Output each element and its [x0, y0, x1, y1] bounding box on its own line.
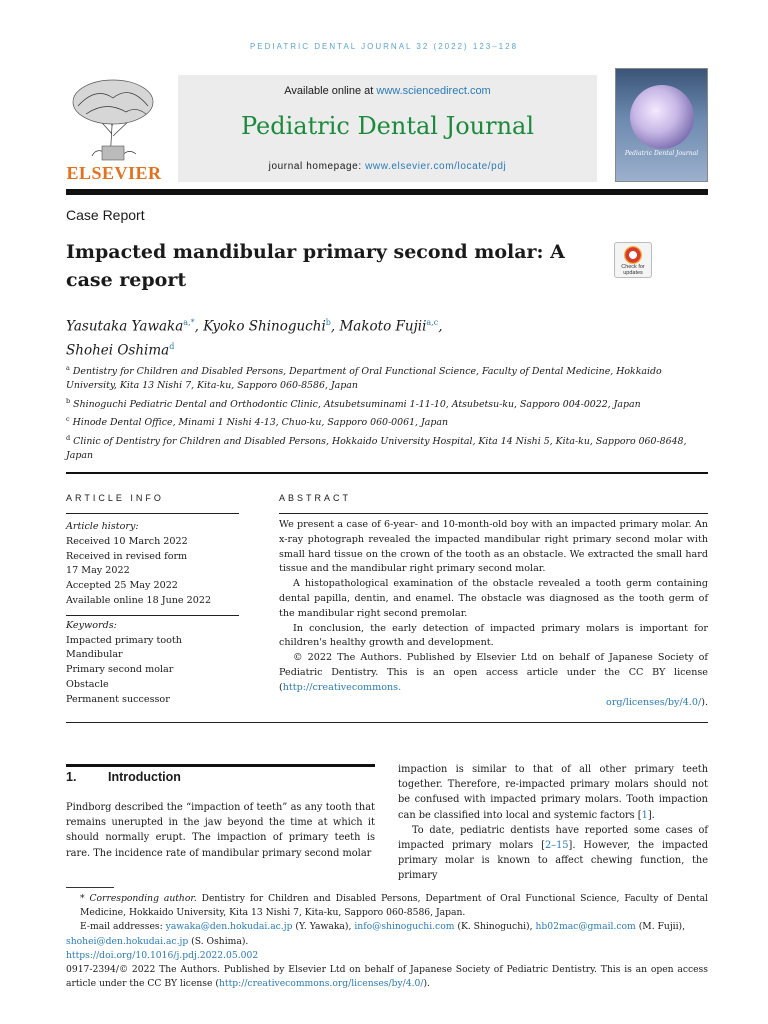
corresponding-author-note: * Corresponding author. Dentistry for Children and Disabled Persons, Department of Oral Functional Science, Faculty of Dental Medicine, Hokkaido University, Kita 13 Nishi 7, Kita-ku, Sapporo 060-8586, Japan.: [80, 893, 708, 919]
journal-banner: [178, 75, 597, 182]
running-head: PEDIATRIC DENTAL JOURNAL 32 (2022) 123–128: [249, 42, 519, 51]
abstract-rule: [279, 513, 708, 514]
section-heading-introduction: [66, 770, 181, 784]
license-link[interactable]: org/licenses/by/4.0/: [606, 696, 702, 708]
history-item: Received 10 March 2022: [66, 535, 188, 547]
check-updates-icon: [624, 246, 642, 264]
affiliation-list: [66, 361, 708, 463]
affiliation-item: $^c$ Hinode Dental Office, Minami 1 Nishi 4-13, Chuo-ku, Sapporo 060-0061, Japan: [66, 415, 448, 429]
keyword-item: Mandibular: [66, 649, 123, 661]
journal-masthead: [66, 66, 708, 184]
article-type: Case Report: [66, 207, 145, 223]
tree-logo-icon: [66, 76, 162, 162]
body-paragraph: To date, pediatric dentists have reported some cases of impacted primary molars [2–15]. However, the impacted primary molar is known to affect chewing function, the primary: [398, 824, 708, 882]
author-affiliation-marker[interactable]: d: [169, 341, 175, 351]
body-column-left: [66, 800, 375, 861]
footnotes: [66, 892, 708, 991]
history-label: Article history:: [66, 521, 139, 532]
journal-name: Pediatric Dental Journal: [240, 112, 535, 140]
check-for-updates-button[interactable]: [614, 242, 652, 278]
keywords-label: Keywords:: [66, 619, 117, 631]
abstract-heading: ABSTRACT: [279, 493, 352, 503]
issn-copyright: 0917-2394/© 2022 The Authors. Published by Elsevier Ltd on behalf of Japanese Society of Pediatric Dentistry. This is an open access article under the CC BY license (http://creativecommons.org/licenses/by/4.0/).: [66, 964, 708, 990]
footnote-rule: [66, 887, 114, 888]
email-link[interactable]: yawaka@den.hokudai.ac.jp: [165, 921, 293, 933]
available-prefix: Available online at: [284, 85, 377, 97]
citation-link[interactable]: 1: [641, 809, 648, 821]
article-title: Impacted mandibular primary second molar: A case report: [66, 241, 565, 291]
elsevier-logo: [66, 76, 162, 184]
abstract-body: [279, 518, 708, 710]
affiliation-item: $^d$ Clinic of Dentistry for Children and Disabled Persons, Hokkaido University Hospital, Kita 14 Nishi 5, Kita-ku, Sapporo 060-8648, Japan: [66, 433, 687, 461]
citation-link[interactable]: 2–15: [544, 840, 569, 852]
license-link[interactable]: http://creativecommons.org/licenses/by/4.0/: [218, 978, 424, 990]
history-item: 17 May 2022: [66, 565, 130, 577]
history-item: Received in revised form: [66, 550, 188, 562]
keyword-item: Permanent successor: [66, 693, 170, 705]
author-affiliation-marker[interactable]: a,c: [426, 318, 439, 327]
intro-rule: [66, 764, 375, 767]
body-paragraph: Pindborg described the “impaction of teeth” as any tooth that remains unerupted in the jaw beyond the time at which it should normally erupt. The impaction of primary teeth is rare. The incidence rate of mandibular primary second molar: [66, 802, 375, 859]
abstract-paragraph: In conclusion, the early detection of impacted primary molars is important for children's healthy growth and development.: [279, 622, 708, 649]
article-info-rule: [66, 513, 239, 514]
article-info-bottom-rule: [66, 722, 279, 723]
author-list: Yasutaka Yawaka$^{a,*}$, Kyoko Shinoguchi$^b$, Makoto Fujii$^{a,c}$, Shohei Oshima$^d$: [66, 318, 443, 358]
author-name: Shohei Oshima: [66, 342, 170, 358]
affiliation-item: $^a$ Dentistry for Children and Disabled Persons, Department of Oral Functional Science, Faculty of Dental Medicine, Hokkaido University, Kita 13 Nishi 7, Kita-ku, Sapporo 060-8586, Japan: [66, 364, 662, 392]
author-name: Kyoko Shinoguchi: [203, 318, 326, 335]
keywords-rule: [66, 615, 239, 616]
email-link[interactable]: hb02mac@gmail.com: [535, 921, 636, 933]
article-info: [66, 520, 266, 708]
affiliation-item: $^b$ Shinoguchi Pediatric Dental and Orthodontic Clinic, Atsubetsuminami 1-11-10, Atsubetsu-ku, Sapporo 004-0022, Japan: [66, 396, 641, 410]
history-item: Available online 18 June 2022: [66, 594, 212, 606]
sciencedirect-link[interactable]: www.sciencedirect.com: [376, 85, 491, 97]
journal-homepage: [178, 161, 597, 172]
doi-link[interactable]: https://doi.org/10.1016/j.pdj.2022.05.002: [66, 949, 259, 961]
author-affiliation-marker[interactable]: b: [325, 318, 331, 327]
email-link[interactable]: info@shinoguchi.com: [354, 921, 455, 933]
author-affiliation-marker[interactable]: a,*: [183, 318, 195, 327]
section-number: 1.: [66, 770, 77, 784]
history-item: Accepted 25 May 2022: [66, 580, 178, 592]
abstract-copyright: © 2022 The Authors. Published by Elsevier Ltd on behalf of Japanese Society of Pediatric Dentistry. This is an open access article under the CC BY license (http://creativecommons.: [279, 652, 708, 693]
abstract-license-line: org/licenses/by/4.0/).: [606, 696, 708, 708]
keyword-item: Impacted primary tooth: [66, 634, 182, 646]
article-info-heading: ARTICLE INFO: [66, 493, 164, 503]
abstract-paragraph: We present a case of 6-year- and 10-month-old boy with an impacted primary molar. An x-ray photograph revealed the impacted mandibular right primary second molar with small hard tissue on the crown of the tooth as an obstacle. We extracted the small hard tissue and the mandibular right primary second molar.: [279, 519, 708, 575]
homepage-link[interactable]: www.elsevier.com/locate/pdj: [365, 161, 507, 172]
journal-cover-image: [615, 68, 708, 182]
section-rule: [66, 472, 708, 474]
author-name: Yasutaka Yawaka: [66, 318, 184, 335]
abstract-bottom-rule: [279, 722, 708, 723]
publisher-wordmark: ELSEVIER: [66, 163, 162, 183]
check-updates-label: Check for updates: [621, 264, 645, 276]
license-link[interactable]: http://creativecommons.: [282, 681, 402, 693]
available-online: [178, 85, 597, 97]
doi-line: [66, 949, 708, 963]
cover-title: Pediatric Dental Journal: [624, 150, 699, 157]
cover-illustration: [630, 85, 694, 149]
body-column-right: [398, 762, 708, 884]
keyword-item: Obstacle: [66, 678, 109, 690]
email-addresses-cont: shohei@den.hokudai.ac.jp (S. Oshima).: [66, 935, 249, 947]
masthead-rule: [66, 189, 708, 195]
section-title: Introduction: [108, 770, 181, 784]
abstract-paragraph: A histopathological examination of the obstacle revealed a tooth germ containing dental papilla, dentin, and enamel. The obstacle was diagnosed as the tooth germ of the mandibular right second premolar.: [279, 578, 708, 619]
body-paragraph: impaction is similar to that of all other primary teeth together. Therefore, re-impacted primary molars should not be confused with impacted primary molars. Tooth impaction can be classified into local and systemic factors [1].: [398, 764, 708, 821]
homepage-prefix: journal homepage:: [268, 161, 366, 172]
email-link[interactable]: shohei@den.hokudai.ac.jp: [66, 935, 189, 947]
author-name: Makoto Fujii: [339, 318, 427, 335]
email-addresses: E-mail addresses: yawaka@den.hokudai.ac.jp (Y. Yawaka), info@shinoguchi.com (K. Shinoguchi), hb02mac@gmail.com (M. Fujii),: [80, 921, 686, 933]
keyword-item: Primary second molar: [66, 664, 174, 676]
